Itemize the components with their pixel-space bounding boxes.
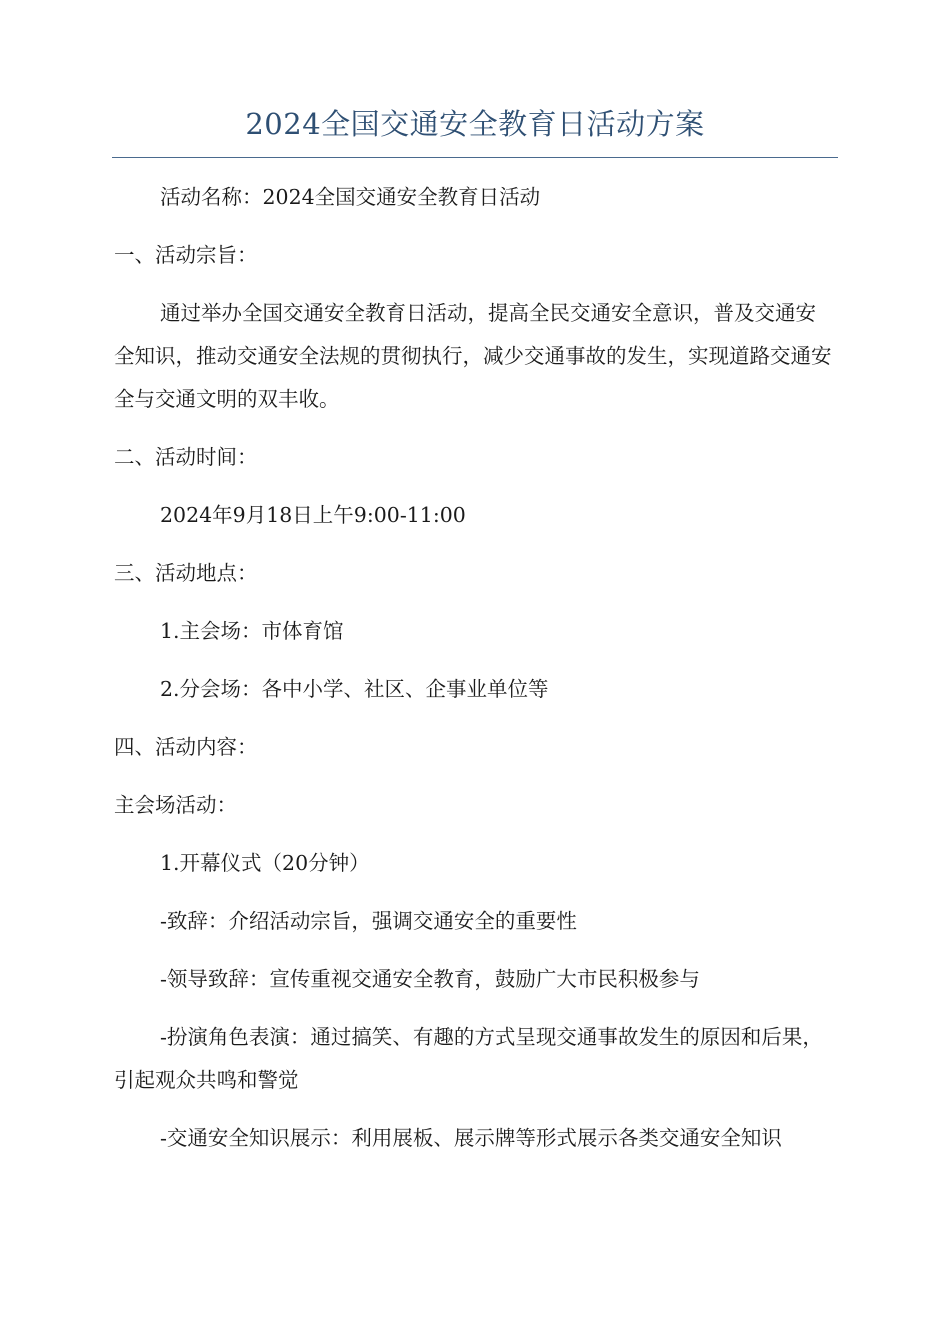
heading-purpose: 一、活动宗旨： [114,243,258,267]
heading-content: 四、活动内容： [114,735,258,759]
paragraph-purpose: 通过举办全国交通安全教育日活动，提高全民交通安全意识，普及交通安全知识，推动交通安全法规的贯彻执行，减少交通事故的发生，实现道路交通安全与交通文明的双丰收。 [114,301,832,411]
list-item-leader-speech: -领导致辞：宣传重视交通安全教育，鼓励广大市民积极参与 [160,967,700,991]
list-item-speech: -致辞：介绍活动宗旨，强调交通安全的重要性 [160,909,577,933]
list-item-opening-ceremony: 1.开幕仪式（20分钟） [160,851,370,875]
paragraph-activity-name: 活动名称：2024全国交通安全教育日活动 [160,185,541,209]
heading-location: 三、活动地点： [114,561,258,585]
document-body [114,176,832,1175]
list-item-knowledge-display: -交通安全知识展示：利用展板、展示牌等形式展示各类交通安全知识 [160,1126,782,1150]
list-item-main-venue: 1.主会场：市体育馆 [160,619,344,643]
list-item-role-play: -扮演角色表演：通过搞笑、有趣的方式呈现交通事故发生的原因和后果，引起观众共鸣和警觉 [114,1025,823,1092]
title-divider [112,157,838,158]
document-title: 2024全国交通安全教育日活动方案 [245,107,705,141]
paragraph-time: 2024年9月18日上午9:00-11:00 [160,503,466,527]
heading-time: 二、活动时间： [114,445,258,469]
list-item-sub-venue: 2.分会场：各中小学、社区、企事业单位等 [160,677,549,701]
subheading-main-venue-activities: 主会场活动： [114,793,237,817]
